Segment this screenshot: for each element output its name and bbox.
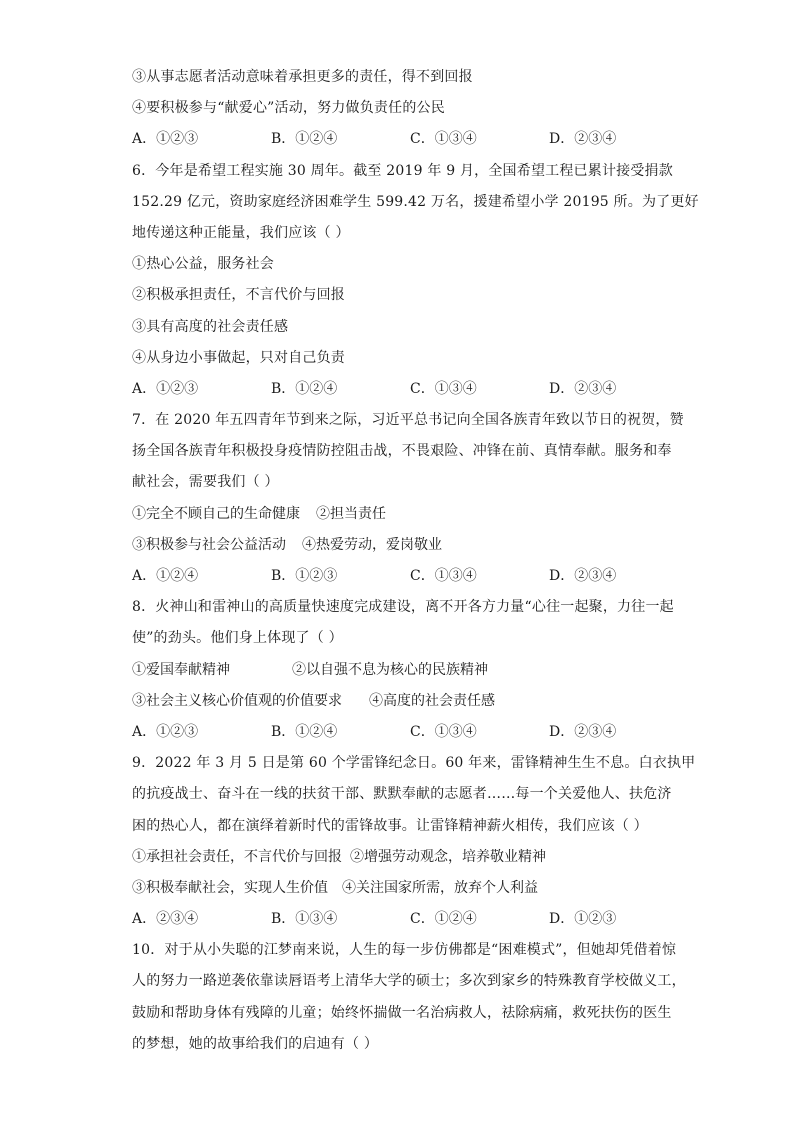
q7-statements-row-1 (132, 499, 672, 530)
q6-statement-3: ③具有高度的社会责任感 (132, 318, 289, 335)
q8-option-d: D．②③④ (549, 723, 617, 740)
q6-option-d: D．②③④ (549, 380, 617, 397)
q6-option-a: A．①②③ (132, 380, 199, 397)
q9-option-a: A．②③④ (132, 911, 199, 928)
q6-options (132, 374, 672, 405)
q8-stem-line-1: 8．火神山和雷神山的高质量快速度完成建设，离不开各方力量“心往一起聚，力往一起 (132, 599, 674, 616)
q9-statements-row-1 (132, 842, 672, 873)
q10-stem-line-2: 人的努力一路逆袭依靠读唇语考上清华大学的硕士；多次到家乡的特殊教育学校做义工， (132, 973, 686, 990)
q7-statement-4: ④热爱劳动，爱岗敬业 (302, 536, 442, 553)
q6-stem-line-2: 152.29 亿元，资助家庭经济困难学生 599.42 万名，援建希望小学 20195 所。为了更好 (132, 193, 699, 210)
q10-stem-line-4: 的梦想，她的故事给我们的启迪有（ ） (132, 1035, 379, 1052)
q6-option-b: B．①②④ (271, 380, 338, 397)
q9-statement-4: ④关注国家所需，放弃个人利益 (342, 879, 538, 896)
exam-page (132, 62, 699, 1060)
q7-option-c: C．①③④ (410, 568, 477, 584)
q8-options (132, 717, 672, 748)
q10-stem-line-1: 10．对于从小失聪的江梦南来说，人生的每一步仿佛都是“困难模式”，但她却凭借着惊 (132, 942, 677, 959)
q7-statements-row-2 (132, 530, 672, 561)
q9-stem-line-1: 9．2022 年 3 月 5 日是第 60 个学雷锋纪念日。60 年来，雷锋精神生生不息。白衣执甲 (132, 755, 696, 772)
q6-statement-2: ②积极承担责任，不言代价与回报 (132, 287, 345, 304)
q7-stem-line-3: 献社会，需要我们（ ） (132, 474, 279, 491)
q7-statement-1: ①完全不顾自己的生命健康 (132, 505, 300, 522)
q7-statement-2: ②担当责任 (316, 505, 386, 522)
q5-option-b: B．①②④ (271, 131, 338, 148)
q8-option-c: C．①③④ (410, 723, 477, 740)
q10-stem-line-3: 鼓励和帮助身体有残障的儿童；始终怀揣做一名治病救人，祛除病痛，救死扶伤的医生 (132, 1004, 672, 1021)
q9-statement-1: ①承担社会责任，不言代价与回报 (132, 848, 342, 865)
q9-stem-line-2: 的抗疫战士、奋斗在一线的扶贫干部、默默奉献的志愿者……每一个关爱他人、扶危济 (132, 786, 672, 803)
q6-statement-4: ④从身边小事做起，只对自己负责 (132, 349, 345, 366)
q8-statement-1: ①爱国奉献精神 (132, 661, 230, 678)
q6-stem-line-1: 6．今年是希望工程实施 30 周年。截至 2019 年 9 月，全国希望工程已累计接受捐款 (132, 162, 673, 179)
q7-stem-line-1: 7．在 2020 年五四青年节到来之际，习近平总书记向全国各族青年致以节日的祝贺，赞 (132, 412, 684, 429)
q7-statement-3: ③积极参与社会公益活动 (132, 536, 286, 553)
q9-option-c: C．①②④ (410, 911, 477, 928)
q8-statement-3: ③社会主义核心价值观的价值要求 (132, 692, 342, 709)
q7-options (132, 561, 672, 592)
q9-options (132, 904, 672, 935)
q9-statement-3: ③积极奉献社会，实现人生价值 (132, 879, 328, 896)
q7-stem-line-2: 扬全国各族青年积极投身疫情防控阻击战，不畏艰险、冲锋在前、真情奉献。服务和奉 (132, 443, 672, 460)
q9-statements-row-2 (132, 873, 672, 904)
q7-option-a: A．①②④ (132, 568, 199, 584)
q5-statement-4: ④要积极参与“献爱心”活动，努力做负责任的公民 (132, 100, 445, 117)
q6-option-c: C．①③④ (410, 380, 477, 397)
q7-option-b: B．①②③ (271, 568, 338, 584)
q8-option-a: A．①②③ (132, 723, 199, 740)
q9-option-b: B．①③④ (271, 911, 338, 928)
q9-statement-2: ②增强劳动观念，培养敬业精神 (350, 848, 546, 865)
q6-stem-line-3: 地传递这种正能量，我们应该（ ） (132, 224, 350, 241)
q5-option-d: D．②③④ (549, 131, 617, 148)
q8-statements-row-2 (132, 686, 672, 717)
q5-statement-3: ③从事志愿者活动意味着承担更多的责任，得不到回报 (132, 69, 473, 85)
q8-option-b: B．①②④ (271, 723, 338, 740)
q9-stem-line-3: 困的热心人，都在演绎着新时代的雷锋故事。让雷锋精神薪火相传，我们应该（ ） (132, 817, 648, 834)
q8-statements-row-1 (132, 655, 672, 686)
q8-stem-line-2: 使”的劲头。他们身上体现了（ ） (132, 630, 343, 647)
q8-statement-4: ④高度的社会责任感 (369, 692, 495, 709)
q9-option-d: D．①②③ (549, 911, 617, 928)
q8-statement-2: ②以自强不息为核心的民族精神 (292, 661, 488, 678)
q5-option-c: C．①③④ (410, 131, 477, 148)
q5-options (132, 124, 672, 155)
q5-option-a: A．①②③ (132, 131, 199, 148)
q6-statement-1: ①热心公益，服务社会 (132, 256, 274, 273)
q7-option-d: D．②③④ (549, 568, 617, 584)
